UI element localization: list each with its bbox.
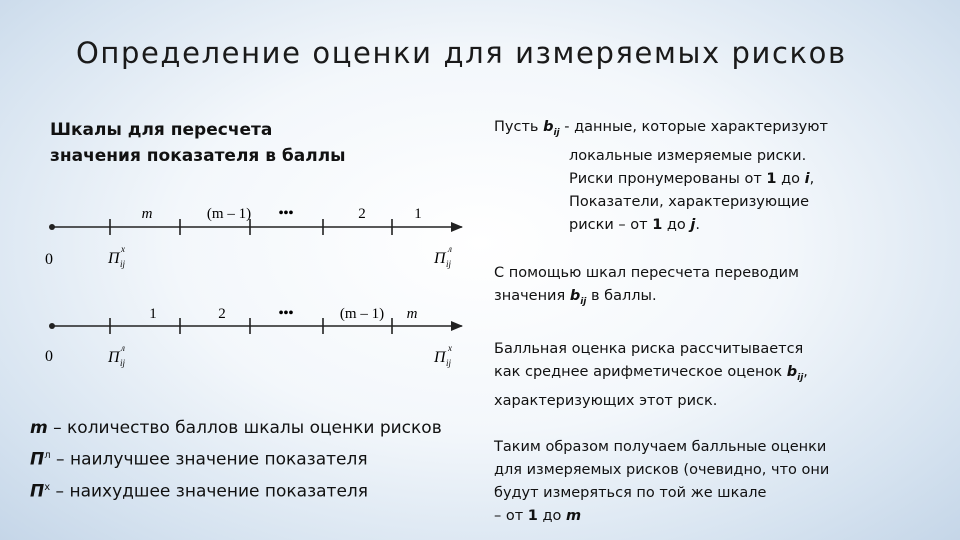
score-line2 [494, 361, 914, 390]
text-span: - данные, которые характеризуют [559, 119, 828, 135]
var-b-sub: ij [580, 296, 587, 307]
legend [30, 414, 442, 505]
scale-1-best-sup: л [448, 244, 452, 254]
definition-line5 [494, 214, 914, 237]
scale-1-worst-sub: ij [120, 259, 126, 269]
text-span: Риски пронумерованы от [569, 170, 767, 187]
legend-m-text: – количество баллов шкалы оценки рисков [47, 418, 442, 438]
text-span: до [537, 508, 567, 524]
num-from: 1 [766, 170, 777, 187]
num-from: 1 [527, 508, 538, 524]
scales-heading-line2: значения показателя в баллы [50, 146, 346, 166]
scale-2 [45, 306, 462, 368]
num-from: 1 [652, 216, 663, 233]
text-span: как среднее арифметическое оценок [494, 364, 787, 380]
scale-1-best-sub: ij [446, 259, 452, 269]
scale-2-label-2: 2 [218, 306, 226, 322]
legend-m-symbol: m [30, 418, 48, 438]
page-title: Определение оценки для измеряемых рисков [76, 36, 847, 70]
conclusion-line2: для измеряемых рисков (очевидно, что они [494, 462, 830, 478]
conversion-line2 [494, 285, 914, 314]
scale-2-origin-dot [49, 323, 55, 329]
scale-1-zero: 0 [45, 251, 53, 268]
conclusion-line1: Таким образом получаем балльные оценки [494, 439, 827, 455]
scale-1-worst-sup: x [121, 244, 125, 254]
scale-2-label-m: m [406, 306, 418, 322]
conversion-line1: С помощью шкал пересчета переводим [494, 265, 799, 281]
scale-1-label-m: m [141, 206, 153, 222]
var-j: j [690, 216, 696, 233]
scale-2-best-sup: л [121, 343, 125, 353]
text-span: . [695, 216, 700, 233]
text-span: до [662, 216, 691, 233]
scale-1-worst-label [107, 244, 126, 269]
definition-line4: Показатели, характеризующие [569, 193, 810, 210]
paragraph-definition [494, 116, 914, 237]
var-b: b [786, 364, 798, 380]
definition-line2: локальные измеряемые риски. [569, 147, 807, 164]
scale-1-label-m-minus-1: (m – 1) [206, 206, 252, 222]
scale-2-worst-symbol: П [434, 349, 446, 366]
legend-best-symbol: П [30, 449, 45, 470]
scale-2-best-sub: ij [120, 358, 126, 368]
scale-2-worst-sup: x [448, 343, 452, 353]
legend-m-row [30, 414, 442, 442]
paragraph-conclusion [494, 436, 914, 528]
text-span: , [803, 364, 808, 380]
scale-1-origin-dot [49, 224, 55, 230]
scale-1 [45, 206, 462, 269]
definition-line3 [494, 168, 914, 191]
conclusion-line4 [494, 505, 914, 528]
scale-2-label-1: 1 [149, 306, 157, 322]
var-i: i [804, 170, 810, 187]
text-span: Пусть [494, 119, 544, 135]
legend-worst-text: – наихудшее значение показателя [50, 481, 369, 502]
scale-1-best-symbol: П [434, 250, 446, 267]
legend-worst-symbol: П [30, 481, 45, 502]
legend-best-row [30, 442, 442, 474]
legend-worst-sup: x [44, 481, 51, 493]
scale-1-label-1: 1 [414, 206, 422, 222]
score-line3: характеризующих этот риск. [494, 392, 718, 409]
var-b: b [569, 288, 581, 304]
text-span: в баллы. [586, 288, 657, 304]
score-line1: Балльная оценка риска рассчитывается [494, 341, 804, 357]
paragraph-score [494, 338, 914, 413]
scales-heading-line1: Шкалы для пересчета [50, 120, 273, 140]
scale-2-zero: 0 [45, 348, 53, 365]
legend-worst-row [30, 474, 442, 506]
scale-2-ellipsis: ••• [278, 306, 294, 321]
text-span: до [776, 170, 805, 187]
scale-2-best-symbol: П [108, 349, 120, 366]
var-b: b [543, 119, 554, 135]
scale-2-worst-label [433, 343, 452, 368]
text-span: , [809, 170, 815, 187]
scale-1-best-label [433, 244, 452, 269]
conclusion-line3: будут измеряться по той же шкале [494, 485, 767, 501]
scale-1-worst-symbol: П [108, 250, 120, 267]
paragraph-conversion [494, 262, 914, 314]
var-b-sub: ij [553, 127, 560, 138]
scale-2-best-label [107, 343, 126, 368]
scale-2-worst-sub: ij [446, 358, 452, 368]
text-span: значения [494, 288, 570, 304]
text-span: – от [494, 508, 528, 524]
scale-1-ellipsis: ••• [278, 206, 294, 221]
definition-line1 [494, 116, 914, 145]
var-m: m [566, 508, 582, 524]
scale-2-label-m-minus-1: (m – 1) [339, 306, 385, 322]
legend-best-sup: л [44, 450, 51, 461]
scale-1-label-2: 2 [358, 206, 366, 222]
var-b-sub: ij [797, 372, 804, 383]
legend-best-text: – наилучшее значение показателя [50, 449, 368, 470]
text-span: риски – от [569, 216, 653, 233]
